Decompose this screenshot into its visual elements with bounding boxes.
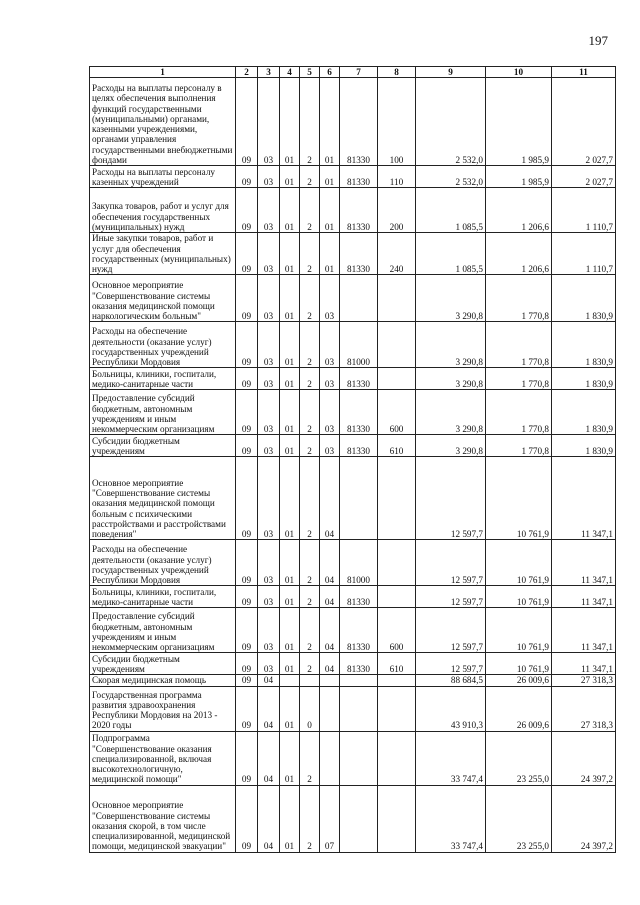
amount-cell-v10: 1 206,6 <box>486 188 552 233</box>
code-cell-c4: 01 <box>280 275 300 322</box>
amount-cell-v10: 10 761,9 <box>486 653 552 675</box>
column-header-11: 11 <box>552 67 616 78</box>
code-cell-c2: 09 <box>236 653 258 675</box>
amount-cell-v9: 2 532,0 <box>416 166 486 188</box>
row-name-cell: Государственная программа развития здравоохранения Республики Мордовия на 2013 - 2020 годы <box>90 686 236 731</box>
column-header-4: 4 <box>280 67 300 78</box>
code-cell-c5: 2 <box>300 457 320 540</box>
code-cell-c7: 81330 <box>340 368 378 390</box>
code-cell-c2: 09 <box>236 368 258 390</box>
code-cell-c8 <box>378 686 416 731</box>
code-cell-c6: 03 <box>320 322 340 368</box>
code-cell-c4: 01 <box>280 586 300 608</box>
code-cell-c3: 04 <box>258 675 280 686</box>
table-row <box>90 275 616 322</box>
code-cell-c4: 01 <box>280 78 300 166</box>
amount-cell-v9: 12 597,7 <box>416 653 486 675</box>
code-cell-c5: 0 <box>300 686 320 731</box>
amount-cell-v10: 26 009,6 <box>486 686 552 731</box>
code-cell-c2: 09 <box>236 78 258 166</box>
code-cell-c3: 03 <box>258 166 280 188</box>
table-row <box>90 731 616 785</box>
row-name-cell: Субсидии бюджетным учреждениям <box>90 653 236 675</box>
amount-cell-v11: 1 830,9 <box>552 368 616 390</box>
code-cell-c6 <box>320 731 340 785</box>
code-cell-c7: 81000 <box>340 540 378 586</box>
table-row <box>90 608 616 653</box>
row-name-cell: Предоставление субсидий бюджетным, автономным учреждениям и иным некоммерческим организациям <box>90 608 236 653</box>
row-name-cell: Основное мероприятие "Совершенствование системы оказания скорой, в том числе специализированной, медицинской помощи, медицинской эвакуации" <box>90 785 236 852</box>
code-cell-c3: 03 <box>258 368 280 390</box>
table-row <box>90 188 616 233</box>
code-cell-c5: 2 <box>300 731 320 785</box>
amount-cell-v9: 3 290,8 <box>416 322 486 368</box>
code-cell-c3: 03 <box>258 78 280 166</box>
code-cell-c6: 04 <box>320 653 340 675</box>
code-cell-c5: 2 <box>300 653 320 675</box>
code-cell-c4: 01 <box>280 166 300 188</box>
table-row <box>90 686 616 731</box>
amount-cell-v10: 1 770,8 <box>486 322 552 368</box>
table-row <box>90 233 616 275</box>
amount-cell-v9: 12 597,7 <box>416 608 486 653</box>
code-cell-c7: 81330 <box>340 435 378 457</box>
code-cell-c4: 01 <box>280 435 300 457</box>
code-cell-c7 <box>340 785 378 852</box>
amount-cell-v11: 1 830,9 <box>552 322 616 368</box>
amount-cell-v10: 1 770,8 <box>486 368 552 390</box>
code-cell-c5: 2 <box>300 188 320 233</box>
code-cell-c2: 09 <box>236 686 258 731</box>
amount-cell-v11: 24 397,2 <box>552 785 616 852</box>
code-cell-c5: 2 <box>300 785 320 852</box>
code-cell-c2: 09 <box>236 731 258 785</box>
code-cell-c5: 2 <box>300 390 320 435</box>
code-cell-c3: 03 <box>258 188 280 233</box>
row-name-cell: Иные закупки товаров, работ и услуг для обеспечения государственных (муниципальных) нужд <box>90 233 236 275</box>
row-name-cell: Предоставление субсидий бюджетным, автономным учреждениям и иным некоммерческим организациям <box>90 390 236 435</box>
amount-cell-v11: 1 830,9 <box>552 275 616 322</box>
code-cell-c8: 610 <box>378 435 416 457</box>
amount-cell-v9: 12 597,7 <box>416 540 486 586</box>
amount-cell-v10: 10 761,9 <box>486 608 552 653</box>
code-cell-c3: 03 <box>258 608 280 653</box>
code-cell-c2: 09 <box>236 233 258 275</box>
table-row <box>90 166 616 188</box>
code-cell-c7: 81330 <box>340 390 378 435</box>
code-cell-c3: 03 <box>258 233 280 275</box>
code-cell-c6: 04 <box>320 586 340 608</box>
code-cell-c2: 09 <box>236 675 258 686</box>
amount-cell-v11: 11 347,1 <box>552 586 616 608</box>
row-name-cell: Основное мероприятие "Совершенствование системы оказания медицинской помощи наркологическим больным" <box>90 275 236 322</box>
code-cell-c6: 03 <box>320 390 340 435</box>
amount-cell-v9: 12 597,7 <box>416 457 486 540</box>
code-cell-c8: 600 <box>378 390 416 435</box>
table-row <box>90 368 616 390</box>
code-cell-c4: 01 <box>280 390 300 435</box>
amount-cell-v10: 1 770,8 <box>486 275 552 322</box>
amount-cell-v11: 1 110,7 <box>552 233 616 275</box>
code-cell-c4: 01 <box>280 188 300 233</box>
column-header-6: 6 <box>320 67 340 78</box>
row-name-cell: Расходы на выплаты персоналу в целях обеспечения выполнения функций государственными (муниципальными) органами, казенными учреждениями, органами управления государственными внебюджетными фондами <box>90 78 236 166</box>
column-header-7: 7 <box>340 67 378 78</box>
amount-cell-v11: 11 347,1 <box>552 608 616 653</box>
table-row <box>90 675 616 686</box>
code-cell-c8 <box>378 731 416 785</box>
row-name-cell: Скорая медицинская помощь <box>90 675 236 686</box>
code-cell-c8 <box>378 368 416 390</box>
code-cell-c2: 09 <box>236 390 258 435</box>
column-header-2: 2 <box>236 67 258 78</box>
row-name-cell: Расходы на обеспечение деятельности (оказание услуг) государственных учреждений Республики Мордовия <box>90 322 236 368</box>
code-cell-c8: 110 <box>378 166 416 188</box>
code-cell-c6 <box>320 686 340 731</box>
table-row <box>90 785 616 852</box>
row-name-cell: Субсидии бюджетным учреждениям <box>90 435 236 457</box>
code-cell-c7: 81330 <box>340 78 378 166</box>
column-header-1: 1 <box>90 67 236 78</box>
code-cell-c6: 01 <box>320 188 340 233</box>
code-cell-c2: 09 <box>236 275 258 322</box>
code-cell-c7 <box>340 457 378 540</box>
table-row <box>90 540 616 586</box>
code-cell-c7: 81330 <box>340 608 378 653</box>
code-cell-c5: 2 <box>300 233 320 275</box>
page-number: 197 <box>588 33 608 48</box>
amount-cell-v11: 1 830,9 <box>552 390 616 435</box>
code-cell-c6 <box>320 675 340 686</box>
code-cell-c7: 81000 <box>340 322 378 368</box>
amount-cell-v9: 43 910,3 <box>416 686 486 731</box>
code-cell-c8: 200 <box>378 188 416 233</box>
amount-cell-v11: 27 318,3 <box>552 675 616 686</box>
amount-cell-v11: 11 347,1 <box>552 457 616 540</box>
amount-cell-v10: 1 770,8 <box>486 390 552 435</box>
row-name-cell: Расходы на обеспечение деятельности (оказание услуг) государственных учреждений Республики Мордовия <box>90 540 236 586</box>
amount-cell-v11: 11 347,1 <box>552 653 616 675</box>
code-cell-c6: 04 <box>320 540 340 586</box>
code-cell-c8 <box>378 675 416 686</box>
code-cell-c7: 81330 <box>340 586 378 608</box>
table-row <box>90 457 616 540</box>
code-cell-c3: 03 <box>258 653 280 675</box>
code-cell-c6: 03 <box>320 368 340 390</box>
code-cell-c5 <box>300 675 320 686</box>
amount-cell-v11: 24 397,2 <box>552 731 616 785</box>
code-cell-c8 <box>378 540 416 586</box>
amount-cell-v9: 3 290,8 <box>416 275 486 322</box>
code-cell-c4: 01 <box>280 457 300 540</box>
code-cell-c3: 04 <box>258 686 280 731</box>
row-name-cell: Расходы на выплаты персоналу казенных учреждений <box>90 166 236 188</box>
amount-cell-v10: 26 009,6 <box>486 675 552 686</box>
code-cell-c4: 01 <box>280 608 300 653</box>
table-row <box>90 390 616 435</box>
table-row <box>90 435 616 457</box>
code-cell-c2: 09 <box>236 457 258 540</box>
amount-cell-v9: 1 085,5 <box>416 188 486 233</box>
row-name-cell: Больницы, клиники, госпитали, медико-санитарные части <box>90 368 236 390</box>
amount-cell-v10: 23 255,0 <box>486 731 552 785</box>
amount-cell-v9: 1 085,5 <box>416 233 486 275</box>
code-cell-c4 <box>280 675 300 686</box>
code-cell-c8 <box>378 586 416 608</box>
code-cell-c4: 01 <box>280 686 300 731</box>
code-cell-c7 <box>340 275 378 322</box>
code-cell-c7 <box>340 675 378 686</box>
row-name-cell: Больницы, клиники, госпитали, медико-санитарные части <box>90 586 236 608</box>
code-cell-c8: 100 <box>378 78 416 166</box>
code-cell-c3: 03 <box>258 435 280 457</box>
code-cell-c6: 01 <box>320 78 340 166</box>
amount-cell-v9: 3 290,8 <box>416 368 486 390</box>
code-cell-c8 <box>378 322 416 368</box>
amount-cell-v9: 2 532,0 <box>416 78 486 166</box>
code-cell-c2: 09 <box>236 608 258 653</box>
code-cell-c5: 2 <box>300 608 320 653</box>
table-header-row <box>90 67 616 78</box>
row-name-cell: Основное мероприятие "Совершенствование системы оказания медицинской помощи больным с психическими расстройствами и расстройствами поведения" <box>90 457 236 540</box>
code-cell-c4: 01 <box>280 785 300 852</box>
code-cell-c8 <box>378 457 416 540</box>
code-cell-c4: 01 <box>280 368 300 390</box>
code-cell-c5: 2 <box>300 78 320 166</box>
column-header-9: 9 <box>416 67 486 78</box>
code-cell-c7: 81330 <box>340 188 378 233</box>
code-cell-c4: 01 <box>280 653 300 675</box>
amount-cell-v10: 10 761,9 <box>486 457 552 540</box>
code-cell-c6: 04 <box>320 457 340 540</box>
code-cell-c3: 03 <box>258 322 280 368</box>
amount-cell-v10: 1 985,9 <box>486 78 552 166</box>
code-cell-c6: 01 <box>320 166 340 188</box>
code-cell-c7: 81330 <box>340 166 378 188</box>
code-cell-c6: 01 <box>320 233 340 275</box>
code-cell-c7 <box>340 731 378 785</box>
code-cell-c8: 600 <box>378 608 416 653</box>
code-cell-c5: 2 <box>300 586 320 608</box>
code-cell-c8 <box>378 275 416 322</box>
table-row <box>90 586 616 608</box>
amount-cell-v10: 1 770,8 <box>486 435 552 457</box>
amount-cell-v9: 3 290,8 <box>416 390 486 435</box>
code-cell-c2: 09 <box>236 586 258 608</box>
code-cell-c5: 2 <box>300 368 320 390</box>
amount-cell-v9: 12 597,7 <box>416 586 486 608</box>
code-cell-c2: 09 <box>236 785 258 852</box>
code-cell-c5: 2 <box>300 166 320 188</box>
code-cell-c2: 09 <box>236 435 258 457</box>
column-header-5: 5 <box>300 67 320 78</box>
code-cell-c8: 610 <box>378 653 416 675</box>
table-row <box>90 653 616 675</box>
code-cell-c7: 81330 <box>340 653 378 675</box>
amount-cell-v9: 88 684,5 <box>416 675 486 686</box>
code-cell-c3: 04 <box>258 731 280 785</box>
code-cell-c4: 01 <box>280 540 300 586</box>
amount-cell-v10: 1 985,9 <box>486 166 552 188</box>
amount-cell-v11: 1 830,9 <box>552 435 616 457</box>
amount-cell-v11: 1 110,7 <box>552 188 616 233</box>
amount-cell-v9: 33 747,4 <box>416 785 486 852</box>
code-cell-c7 <box>340 686 378 731</box>
code-cell-c5: 2 <box>300 435 320 457</box>
code-cell-c6: 04 <box>320 608 340 653</box>
amount-cell-v11: 27 318,3 <box>552 686 616 731</box>
row-name-cell: Закупка товаров, работ и услуг для обеспечения государственных (муниципальных) нужд <box>90 188 236 233</box>
amount-cell-v11: 11 347,1 <box>552 540 616 586</box>
code-cell-c5: 2 <box>300 322 320 368</box>
code-cell-c4: 01 <box>280 731 300 785</box>
code-cell-c6: 03 <box>320 435 340 457</box>
code-cell-c3: 03 <box>258 457 280 540</box>
amount-cell-v9: 3 290,8 <box>416 435 486 457</box>
column-header-3: 3 <box>258 67 280 78</box>
code-cell-c4: 01 <box>280 322 300 368</box>
amount-cell-v10: 10 761,9 <box>486 540 552 586</box>
code-cell-c2: 09 <box>236 540 258 586</box>
code-cell-c3: 03 <box>258 586 280 608</box>
code-cell-c2: 09 <box>236 166 258 188</box>
column-header-8: 8 <box>378 67 416 78</box>
code-cell-c8: 240 <box>378 233 416 275</box>
code-cell-c2: 09 <box>236 322 258 368</box>
code-cell-c3: 03 <box>258 540 280 586</box>
amount-cell-v11: 2 027,7 <box>552 78 616 166</box>
amount-cell-v10: 23 255,0 <box>486 785 552 852</box>
code-cell-c5: 2 <box>300 275 320 322</box>
column-header-10: 10 <box>486 67 552 78</box>
code-cell-c7: 81330 <box>340 233 378 275</box>
code-cell-c3: 03 <box>258 390 280 435</box>
code-cell-c5: 2 <box>300 540 320 586</box>
row-name-cell: Подпрограмма "Совершенствование оказания специализированной, включая высокотехнологичную, медицинской помощи" <box>90 731 236 785</box>
budget-table <box>89 66 616 853</box>
amount-cell-v11: 2 027,7 <box>552 166 616 188</box>
code-cell-c6: 07 <box>320 785 340 852</box>
code-cell-c8 <box>378 785 416 852</box>
amount-cell-v10: 10 761,9 <box>486 586 552 608</box>
code-cell-c3: 04 <box>258 785 280 852</box>
code-cell-c2: 09 <box>236 188 258 233</box>
code-cell-c4: 01 <box>280 233 300 275</box>
amount-cell-v10: 1 206,6 <box>486 233 552 275</box>
code-cell-c3: 03 <box>258 275 280 322</box>
code-cell-c6: 03 <box>320 275 340 322</box>
table-row <box>90 78 616 166</box>
table-row <box>90 322 616 368</box>
amount-cell-v9: 33 747,4 <box>416 731 486 785</box>
